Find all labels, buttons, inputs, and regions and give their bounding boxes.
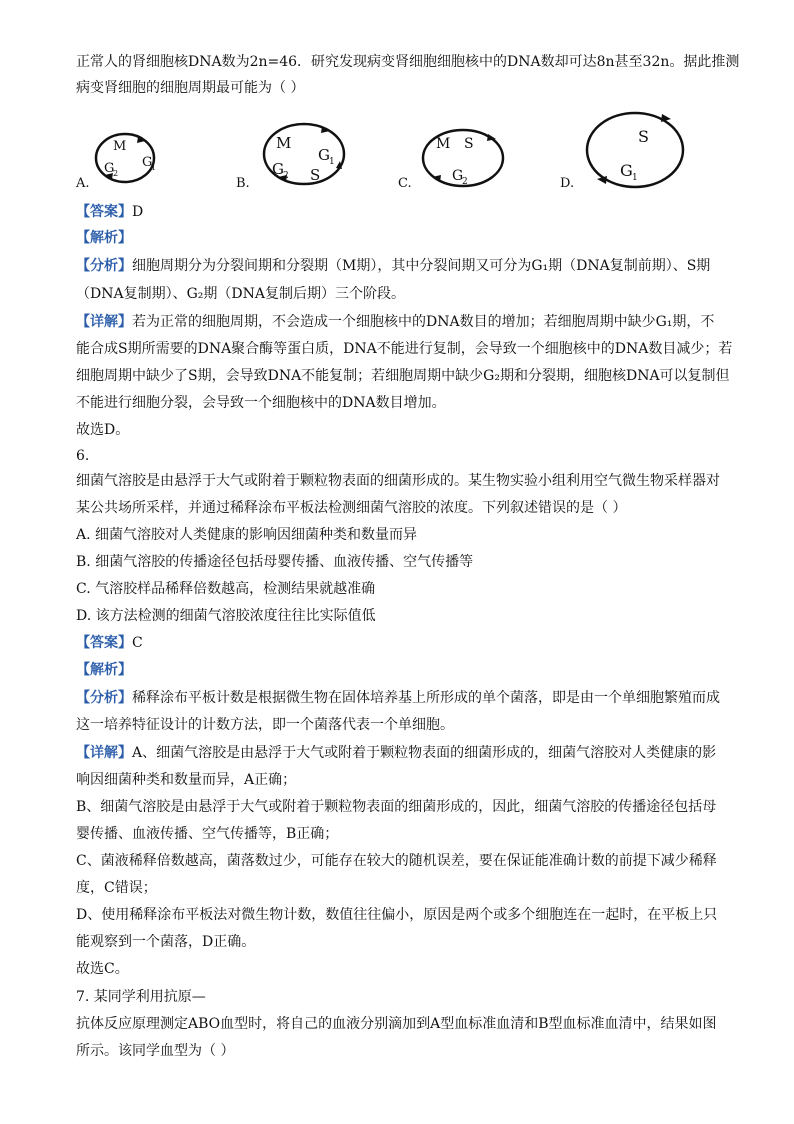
q6-xiangjie-line7: D、使用稀释涂布平板法对微生物计数，数值往往偏小，原因是两个或多个细胞连在一起时，在平板上只 xyxy=(76,907,718,923)
q6-option-a: A. 细菌气溶胶对人类健康的影响因细菌种类和数量而异 xyxy=(76,527,418,543)
svg-text:2: 2 xyxy=(113,169,119,178)
q6-stem-line1: 细菌气溶胶是由悬浮于大气或附着于颗粒物表面的细菌形成的。某生物实验小组利用空气微生物采样器对 xyxy=(76,473,720,489)
q6-answer xyxy=(76,633,143,653)
svg-text:G: G xyxy=(272,160,284,178)
analysis-tag: 【解析】 xyxy=(76,662,132,678)
fenxi-tag: 【分析】 xyxy=(76,258,132,274)
q6-xiangjie-line2: 响因细菌种类和数量而异，A正确； xyxy=(76,772,297,788)
q5-xiangjie-line1 xyxy=(76,312,714,332)
xiangjie-tag: 【详解】 xyxy=(76,745,132,761)
q5-conclusion: 故选D。 xyxy=(76,422,130,438)
xiangjie-text: A、细菌气溶胶是由悬浮于大气或附着于颗粒物表面的细菌形成的，细菌气溶胶对人类健康的影 xyxy=(132,745,717,761)
q5-fenxi-line2: （DNA复制期）、G₂期（DNA复制后期）三个阶段。 xyxy=(76,286,405,302)
svg-text:1: 1 xyxy=(151,163,157,172)
option-c-label: C. xyxy=(398,176,412,191)
svg-text:M: M xyxy=(276,134,292,152)
answer-value: D xyxy=(132,204,144,220)
q5-stem-line1: 正常人的肾细胞核DNA数为2n=46．研究发现病变肾细胞细胞核中的DNA数却可达8n甚至32n。据此推测 xyxy=(76,54,740,70)
q6-xiangjie-line6: 度，C错误； xyxy=(76,880,157,896)
svg-text:S: S xyxy=(310,166,321,184)
answer-tag: 【答案】 xyxy=(76,204,132,220)
svg-text:1: 1 xyxy=(632,173,638,183)
fenxi-text: 细胞周期分为分裂间期和分裂期（M期），其中分裂间期又可分为G₁期（DNA复制前期）、S期 xyxy=(132,258,711,274)
q5-xiangjie-line2: 能合成S期所需要的DNA聚合酶等蛋白质，DNA不能进行复制，会导致一个细胞核中的DNA数目减少；若 xyxy=(76,341,733,357)
q6-fenxi-line2: 这一培养特征设计的计数方法，即一个菌落代表一个单细胞。 xyxy=(76,717,454,733)
svg-text:M: M xyxy=(436,136,451,152)
svg-text:S: S xyxy=(638,127,649,146)
q6-xiangjie-line5: C、菌液稀释倍数越高，菌落数过少，可能存在较大的随机误差，要在保证能准确计数的前提下减少稀释 xyxy=(76,853,717,869)
q5-xiangjie-line3: 细胞周期中缺少了S期，会导致DNA不能复制；若细胞周期中缺少G₂期和分裂期，细胞核DNA可以复制但 xyxy=(76,368,730,384)
q6-xiangjie-line3: B、细菌气溶胶是由悬浮于大气或附着于颗粒物表面的细菌形成的，因此，细菌气溶胶的传播途径包括母 xyxy=(76,799,717,815)
svg-text:1: 1 xyxy=(329,157,335,167)
q6-conclusion: 故选C。 xyxy=(76,961,129,977)
svg-text:G: G xyxy=(452,168,464,184)
fenxi-text: 稀释涂布平板计数是根据微生物在固体培养基上所形成的单个菌落，即是由一个单细胞繁殖而成 xyxy=(132,690,720,706)
xiangjie-tag: 【详解】 xyxy=(76,314,132,330)
fenxi-tag: 【分析】 xyxy=(76,690,132,706)
xiangjie-text: 若为正常的细胞周期，不会造成一个细胞核中的DNA数目的增加；若细胞周期中缺少G₁期，不 xyxy=(132,314,715,330)
option-a-label: A. xyxy=(76,176,90,191)
svg-text:G: G xyxy=(318,146,330,164)
q6-analysis-heading xyxy=(76,660,132,680)
q5-xiangjie-line4: 不能进行细胞分裂，会导致一个细胞核中的DNA数目增加。 xyxy=(76,395,446,411)
q6-option-c: C. 气溶胶样品稀释倍数越高，检测结果就越准确 xyxy=(76,581,376,597)
answer-tag: 【答案】 xyxy=(76,635,132,651)
q6-xiangjie-line4: 婴传播、血液传播、空气传播等，B正确； xyxy=(76,826,339,842)
svg-text:M: M xyxy=(113,139,127,154)
analysis-tag: 【解析】 xyxy=(76,230,132,246)
q5-answer xyxy=(76,202,143,222)
cell-cycle-diagram-c xyxy=(416,124,510,190)
q6-number: 6. xyxy=(76,448,90,464)
q6-option-b: B. 细菌气溶胶的传播途径包括母婴传播、血液传播、空气传播等 xyxy=(76,554,474,570)
q5-option-diagrams xyxy=(0,108,794,200)
svg-text:G: G xyxy=(104,161,115,176)
q6-xiangjie-line8: 能观察到一个菌落，D正确。 xyxy=(76,934,256,950)
q7-stem-line2: 抗体反应原理测定ABO血型时，将自己的血液分别滴加到A型血标准血清和B型血标准血清中，结果如图 xyxy=(76,1016,717,1032)
cell-cycle-diagram-d xyxy=(582,108,688,192)
q5-stem-line2: 病变肾细胞的细胞周期最可能为（ ） xyxy=(76,80,305,96)
cell-cycle-diagram-b xyxy=(256,118,352,190)
q6-stem-line2: 某公共场所采样，并通过稀释涂布平板法检测细菌气溶胶的浓度。下列叙述错误的是（ ） xyxy=(76,500,627,516)
svg-text:G: G xyxy=(142,155,153,170)
q6-option-d: D. 该方法检测的细菌气溶胶浓度往往比实际值低 xyxy=(76,608,376,624)
q7-stem-line1: 7. 某同学利用抗原— xyxy=(76,989,206,1005)
q7-stem-line3: 所示。该同学血型为（ ） xyxy=(76,1043,235,1059)
svg-text:2: 2 xyxy=(283,171,289,181)
svg-text:2: 2 xyxy=(462,177,468,187)
q5-fenxi-line1 xyxy=(76,256,710,276)
q5-analysis-heading xyxy=(76,228,132,248)
option-d-label: D. xyxy=(560,176,575,191)
svg-text:G: G xyxy=(620,161,633,180)
q6-fenxi-line1 xyxy=(76,688,720,708)
q6-xiangjie-line1 xyxy=(76,743,716,763)
option-b-label: B. xyxy=(236,176,250,191)
svg-text:S: S xyxy=(464,136,474,152)
answer-value: C xyxy=(132,635,143,651)
cell-cycle-diagram-a xyxy=(90,128,160,188)
